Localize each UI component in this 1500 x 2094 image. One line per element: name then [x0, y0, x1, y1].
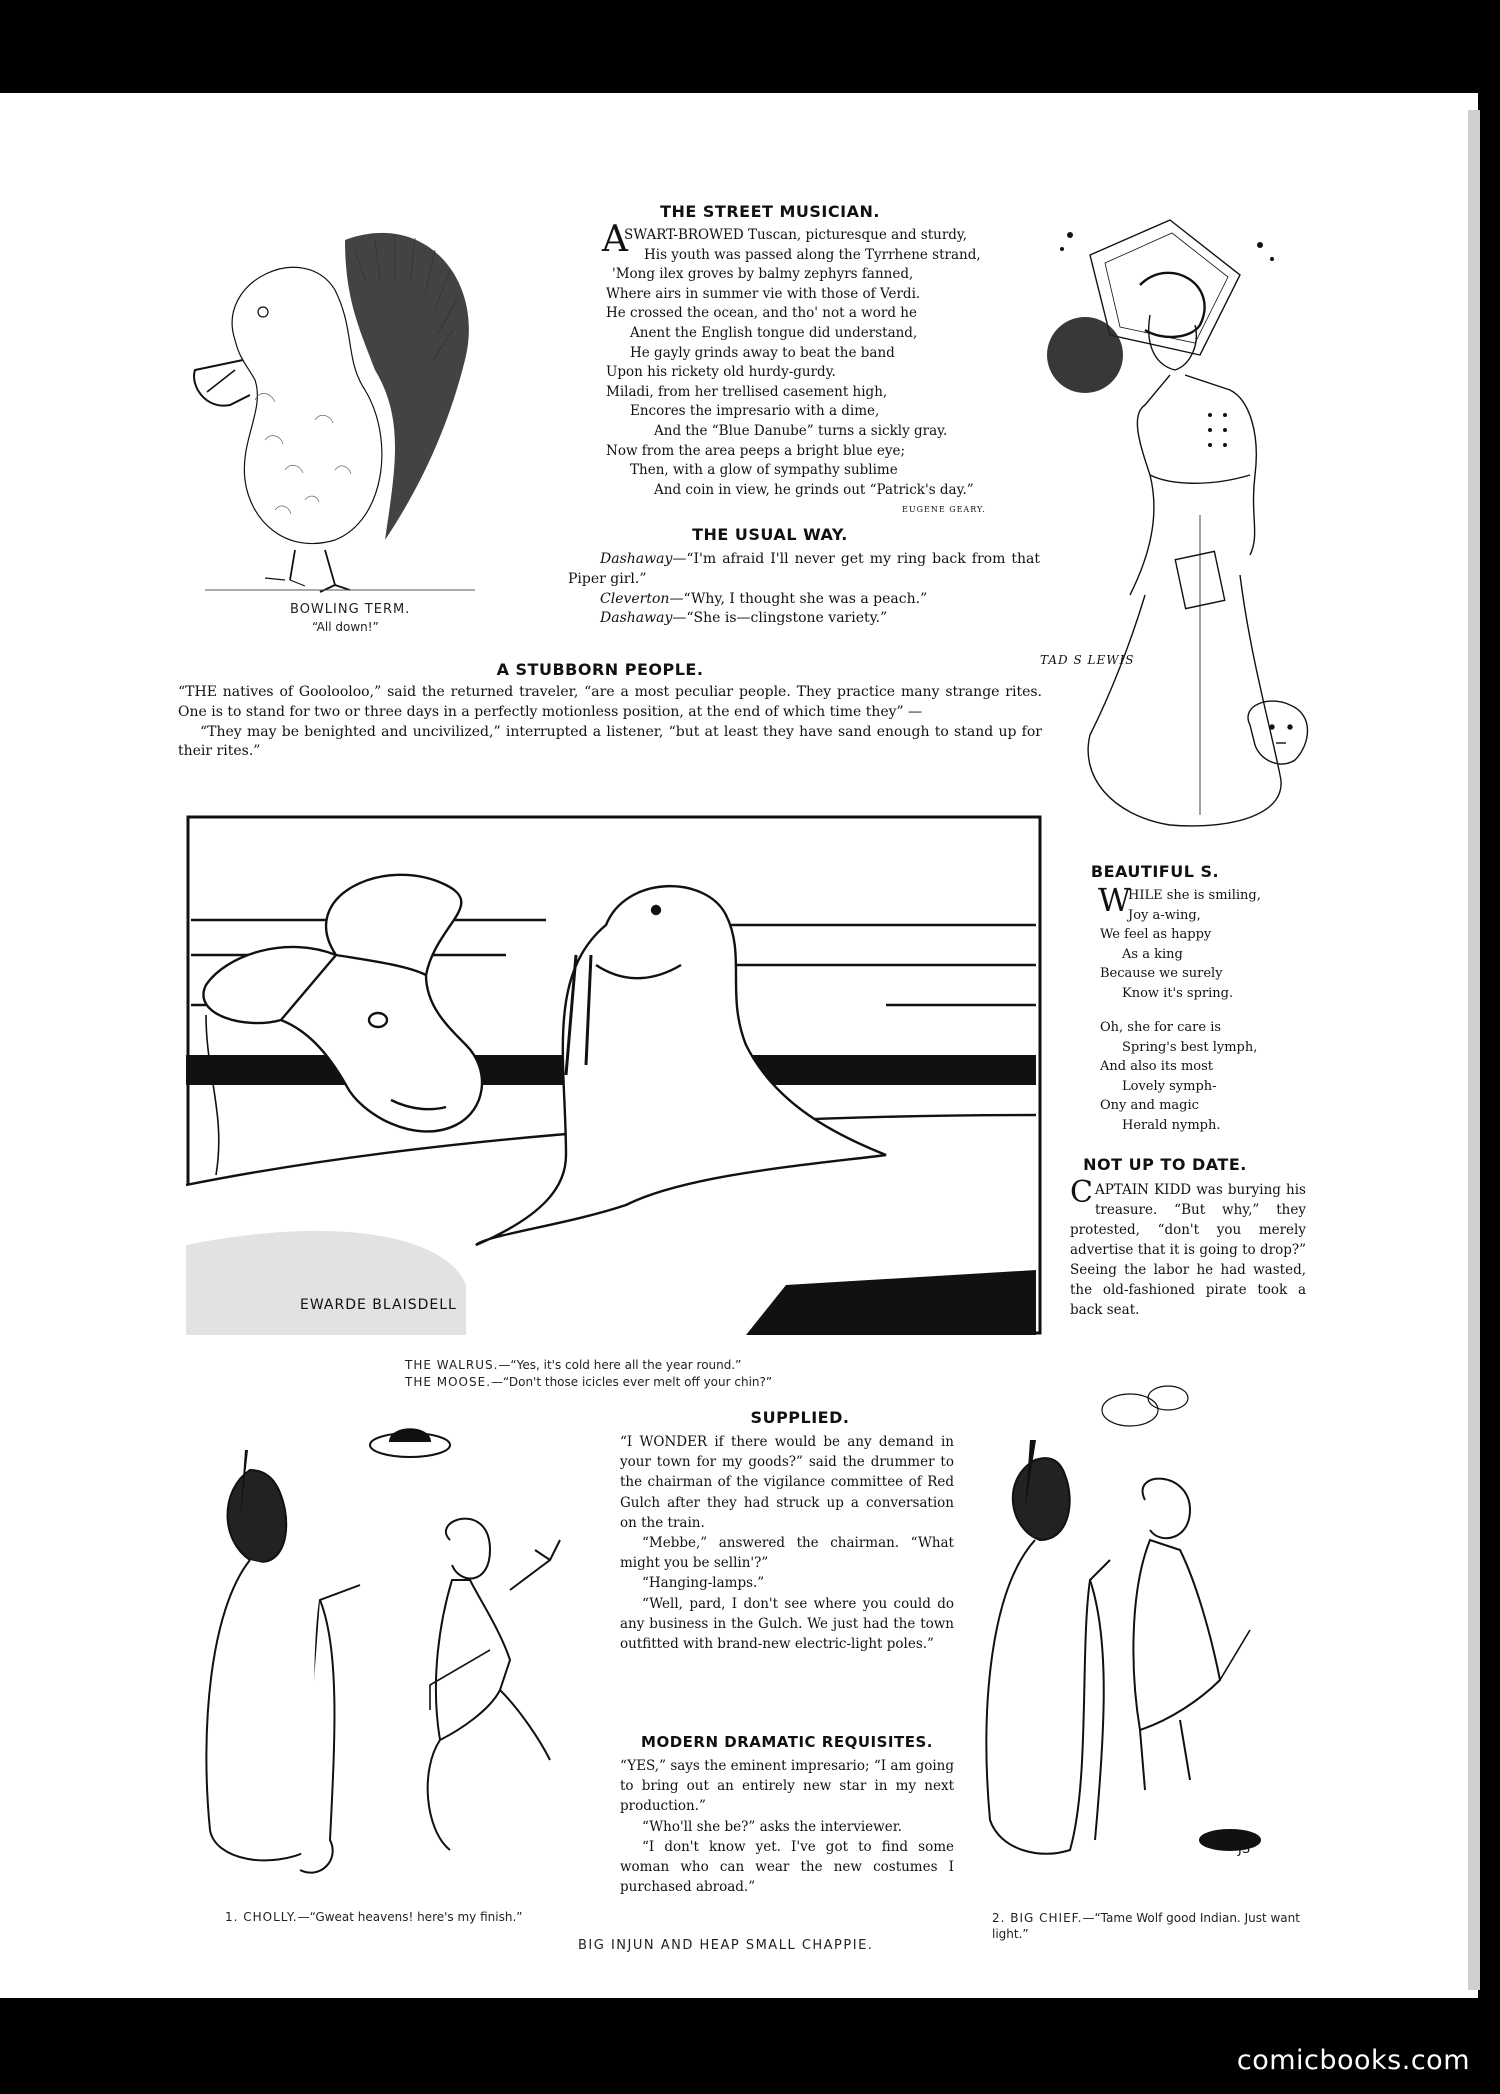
site-watermark: comicbooks.com [1236, 2045, 1470, 2076]
cholly-caption: 1. CHOLLY.—“Gweat heavens! here's my finish.” [225, 1910, 523, 1924]
usual-way-text [568, 550, 1040, 629]
poem-line: Lovely symph- [1122, 1078, 1217, 1094]
duckling-illustration [195, 220, 495, 590]
poem-line: Where airs in summer vie with those of Verdi. [606, 285, 921, 302]
modern-dramatic-para: “Who'll she be?” asks the interviewer. [642, 1818, 902, 1835]
supplied-para: “Well, pard, I don't see where you could do any business in the Gulch. We just had the town outfitted with brand-new electric-light poles.” [620, 1595, 954, 1653]
big-chief-cartoon-panel-2 [980, 1380, 1300, 1900]
poem-line: Then, with a glow of sympathy sublime [630, 462, 898, 479]
poem-line: And coin in view, he grinds out “Patrick's day.” [654, 481, 974, 498]
poem-line: Miladi, from her trellised casement high, [606, 383, 888, 400]
modern-dramatic-para: “I don't know yet. I've got to find some woman who can wear the new costumes I purchased abroad.” [620, 1838, 954, 1896]
lady-with-dog-illustration [1050, 215, 1320, 835]
poem-line: As a king [1122, 946, 1183, 962]
poem-line: Joy a-wing, [1128, 907, 1201, 923]
poem-line: Anent the English tongue did understand, [630, 324, 918, 341]
street-musician-poem [592, 226, 981, 500]
modern-dramatic-text [620, 1756, 954, 1897]
supplied-para: “Mebbe,” answered the chairman. “What might you be sellin'?” [620, 1535, 954, 1572]
walrus-caption: THE WALRUS.—“Yes, it's cold here all the year round.” [405, 1358, 742, 1372]
big-chief-caption: 2. BIG CHIEF.—“Tame Wolf good Indian. Just want light.” [992, 1911, 1300, 1941]
poem-line: SWART-BROWED Tuscan, picturesque and sturdy, [624, 227, 968, 243]
poem-line: Herald nymph. [1122, 1117, 1221, 1133]
big-chief-cartoon-panel-1 [190, 1410, 630, 1900]
stubborn-people-para: “THE natives of Goolooloo,” said the returned traveler, “are a most peculiar people. They practice many strange rites. One is to stand for two or three days in a perfectly motionless position, at the end of which time they” — [178, 684, 1042, 720]
beautiful-s-dropcap: W [1098, 881, 1131, 919]
street-musician-author: EUGENE GEARY. [902, 505, 986, 514]
usual-way-title: THE USUAL WAY. [692, 525, 848, 544]
street-musician-title: THE STREET MUSICIAN. [660, 202, 880, 221]
modern-dramatic-para: “YES,” says the eminent impresario; “I am going to bring out an entirely new star in my next production.” [620, 1758, 954, 1815]
poem-line: We feel as happy [1100, 927, 1212, 943]
lewis-signature: TAD S LEWIS [1040, 653, 1135, 667]
bowling-term-title: BOWLING TERM. [290, 602, 411, 617]
poem-line: 'Mong ilex groves by balmy zephyrs fanned, [612, 266, 914, 283]
usual-way-line: Dashaway—“I'm afraid I'll never get my ring back from that Piper girl.” [568, 551, 1040, 587]
not-up-to-date-text: CAPTAIN KIDD was burying his treasure. “But why,” they protested, “don't you merely advertise that it is going to drop?” Seeing the labor he had wasted, the old-fashioned pirate took a back seat. [1070, 1175, 1306, 1318]
poem-line: Oh, she for care is [1100, 1020, 1222, 1035]
beautiful-s-title: BEAUTIFUL S. [1090, 862, 1220, 881]
street-musician-dropcap: A [602, 219, 628, 260]
cartoon-title: BIG INJUN AND HEAP SMALL CHAPPIE. [578, 1938, 874, 1953]
poem-line: Because we surely [1100, 966, 1223, 982]
poem-line: His youth was passed along the Tyrrhene strand, [644, 246, 981, 263]
js-initials: JS [1238, 1842, 1251, 1857]
stubborn-people-title: A STUBBORN PEOPLE. [496, 660, 704, 679]
poem-line: Encores the impresario with a dime, [630, 403, 880, 420]
poem-line: HILE she is smiling, [1128, 888, 1261, 903]
usual-way-line: Cleverton—“Why, I thought she was a peach.” [600, 590, 928, 607]
bowling-term-quote: “All down!” [312, 620, 379, 634]
poem-line: And also its most [1100, 1059, 1213, 1075]
stubborn-people-para: “They may be benighted and uncivilized,” interrupted a listener, “but at least they have sand enough to stand up for their rites.” [178, 723, 1042, 760]
supplied-para: “I WONDER if there would be any demand in your town for my goods?” said the drummer to the chairman of the vigilance committee of Red Gulch after they had struck up a conversation on the train. [620, 1434, 954, 1531]
supplied-text [620, 1432, 954, 1654]
beautiful-s-stanza1 [1098, 881, 1261, 1004]
not-up-to-date-title: NOT UP TO DATE. [1083, 1155, 1247, 1174]
poem-line: And the “Blue Danube” turns a sickly gray. [654, 422, 948, 439]
usual-way-line: Dashaway—“She is—clingstone variety.” [600, 610, 888, 627]
walrus-moose-cartoon [186, 815, 1042, 1335]
poem-line: He gayly grinds away to beat the band [630, 344, 895, 361]
poem-line: Ony and magic [1100, 1098, 1199, 1114]
poem-line: Now from the area peeps a bright blue eye; [606, 442, 906, 459]
supplied-title: SUPPLIED. [750, 1408, 850, 1427]
beautiful-s-stanza2 [1100, 1018, 1257, 1136]
page-edge [1468, 110, 1480, 1990]
poem-line: Upon his rickety old hurdy-gurdy. [606, 364, 836, 381]
modern-dramatic-title: MODERN DRAMATIC REQUISITES. [641, 1733, 933, 1751]
supplied-para: “Hanging-lamps.” [642, 1575, 765, 1592]
poem-line: Spring's best lymph, [1122, 1039, 1258, 1055]
moose-caption: THE MOOSE.—“Don't those icicles ever melt off your chin?” [405, 1375, 773, 1389]
blaisdell-signature: EWARDE BLAISDELL [300, 1297, 457, 1313]
poem-line: Know it's spring. [1122, 985, 1234, 1001]
poem-line: He crossed the ocean, and tho' not a word he [606, 305, 917, 322]
stubborn-people-text [178, 683, 1042, 762]
